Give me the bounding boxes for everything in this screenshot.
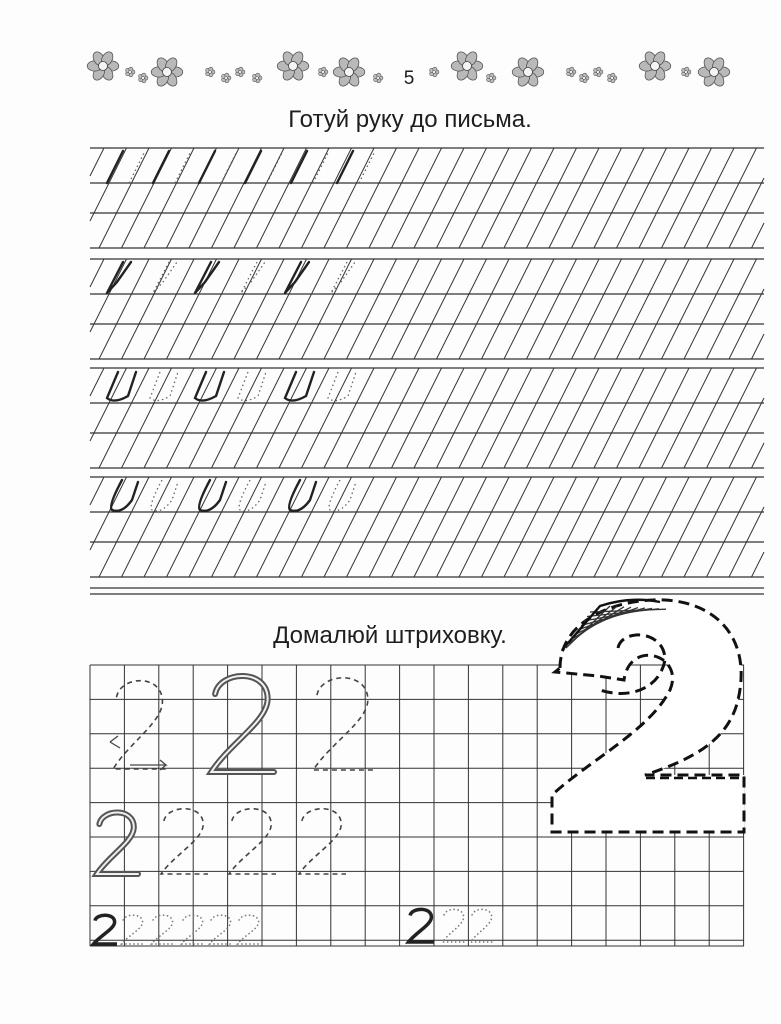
slant-line	[414, 368, 464, 468]
slant-line	[684, 259, 734, 359]
slant-line	[684, 477, 734, 577]
slant-line	[279, 148, 329, 248]
slant-line	[90, 477, 127, 550]
flower-icon	[512, 56, 544, 88]
slant-line	[99, 368, 149, 468]
flower-icon	[333, 56, 365, 88]
slant-line	[617, 148, 667, 248]
hook-stroke	[107, 262, 131, 293]
small-flower-icon	[126, 67, 135, 77]
slant-line	[639, 477, 689, 577]
dotted-small-two	[121, 915, 145, 944]
slant-line	[572, 259, 622, 359]
angle-stroke	[195, 372, 224, 401]
slant-line	[549, 148, 599, 248]
slant-line	[144, 148, 194, 248]
slant-line	[662, 368, 712, 468]
slant-line	[572, 368, 622, 468]
slant-line	[707, 148, 757, 248]
slant-line	[527, 477, 577, 577]
flower-icon	[87, 50, 119, 82]
slant-line	[662, 477, 712, 577]
slant-line	[144, 368, 194, 468]
dotted-curve-stroke	[151, 480, 178, 511]
slant-line	[437, 368, 487, 468]
small-flower-icon	[594, 67, 603, 77]
slant-line	[414, 477, 464, 577]
slant-line	[324, 148, 374, 248]
slant-line	[167, 477, 217, 577]
slant-line	[189, 368, 239, 468]
dotted-angle-stroke	[150, 372, 178, 401]
slant-line	[459, 259, 509, 359]
slant-line	[234, 148, 284, 248]
flower-icon	[451, 50, 483, 82]
slant-line	[257, 368, 307, 468]
slant-line	[617, 477, 667, 577]
slant-line	[212, 259, 262, 359]
slant-line	[122, 259, 172, 359]
slant-line	[752, 552, 765, 577]
slant-line	[684, 148, 734, 248]
slant-line	[572, 477, 622, 577]
slant-line	[90, 259, 104, 287]
stick-stroke	[199, 151, 215, 183]
solid-small-two	[93, 915, 117, 944]
ruled-block	[90, 148, 764, 248]
slant-line	[707, 477, 757, 577]
slant-line	[414, 148, 464, 248]
slant-line	[212, 477, 262, 577]
slant-line	[257, 259, 307, 359]
dotted-small-two	[470, 909, 494, 942]
dashed-two	[113, 681, 168, 769]
slant-line	[594, 477, 644, 577]
angle-stroke	[285, 372, 314, 401]
slant-line	[122, 477, 172, 577]
small-flower-icon	[206, 67, 215, 77]
slant-line	[459, 368, 509, 468]
slant-line	[212, 368, 262, 468]
dotted-small-two	[442, 909, 466, 942]
small-flower-icon	[567, 67, 576, 77]
big-digit-two-outline	[552, 600, 744, 832]
flower-icon	[151, 56, 183, 88]
slant-line	[347, 148, 397, 248]
slant-line	[302, 259, 352, 359]
angle-stroke	[107, 372, 136, 401]
slant-line	[347, 368, 397, 468]
dashed-two	[229, 809, 276, 874]
slant-line	[662, 148, 712, 248]
slant-line	[167, 259, 217, 359]
slant-line	[90, 368, 104, 396]
ruled-block	[90, 477, 764, 577]
slant-line	[257, 148, 307, 248]
stick-stroke	[107, 151, 123, 183]
slant-line	[234, 368, 284, 468]
slant-line	[572, 148, 622, 248]
slant-line	[90, 368, 127, 441]
stick-stroke	[337, 151, 353, 183]
dotted-small-two	[209, 915, 233, 944]
slant-line	[167, 368, 217, 468]
ruled-block	[90, 368, 764, 468]
small-flower-icon	[374, 73, 383, 83]
slant-line	[369, 259, 419, 359]
slant-line	[90, 477, 104, 505]
slant-line	[594, 368, 644, 468]
slant-line	[392, 259, 442, 359]
hook-stroke	[285, 262, 309, 293]
slant-line	[684, 368, 734, 468]
slant-line	[302, 477, 352, 577]
page-number: 5	[403, 68, 415, 89]
slant-line	[437, 259, 487, 359]
stick-stroke	[153, 151, 169, 183]
slant-line	[752, 223, 765, 248]
small-flower-icon	[430, 67, 439, 77]
slant-line	[279, 477, 329, 577]
slant-line	[369, 368, 419, 468]
slant-line	[257, 477, 307, 577]
slant-line	[639, 148, 689, 248]
slant-line	[549, 259, 599, 359]
slant-line	[144, 477, 194, 577]
slant-line	[482, 368, 532, 468]
slant-line	[459, 477, 509, 577]
stick-stroke	[291, 151, 307, 183]
slant-line	[324, 368, 374, 468]
slant-line	[482, 477, 532, 577]
dotted-small-two	[151, 915, 175, 944]
small-flower-icon	[139, 73, 148, 83]
ruled-block	[90, 259, 764, 359]
solid-two	[211, 676, 274, 772]
slant-line	[594, 259, 644, 359]
slant-line	[99, 148, 149, 248]
dotted-hook-stroke	[331, 262, 355, 293]
slant-line	[324, 259, 374, 359]
slant-line	[527, 148, 577, 248]
dashed-two	[161, 809, 208, 874]
dotted-stick-stroke	[313, 151, 329, 183]
small-flower-icon	[236, 67, 245, 77]
slant-line	[527, 368, 577, 468]
hatching-heading: Домалюй штриховку.	[273, 622, 507, 649]
slant-line	[752, 443, 765, 468]
small-flower-icon	[319, 67, 328, 77]
slant-line	[414, 259, 464, 359]
dotted-small-two	[237, 915, 261, 944]
slant-line	[437, 477, 487, 577]
slant-line	[369, 477, 419, 577]
slant-line	[504, 368, 554, 468]
slant-line	[549, 368, 599, 468]
slant-line	[234, 259, 284, 359]
slant-line	[302, 148, 352, 248]
dotted-hook-stroke	[153, 262, 177, 293]
slant-line	[392, 368, 442, 468]
slant-line	[437, 148, 487, 248]
slant-line	[617, 259, 667, 359]
dotted-stick-stroke	[175, 151, 191, 183]
slant-line	[639, 368, 689, 468]
slant-line	[347, 477, 397, 577]
handwriting-practice-lines	[90, 148, 764, 594]
slant-line	[279, 368, 329, 468]
slant-line	[482, 259, 532, 359]
small-flower-icon	[222, 73, 231, 83]
small-flower-icon	[682, 67, 691, 77]
small-flower-icon	[487, 73, 496, 83]
slant-line	[504, 148, 554, 248]
slant-line	[189, 477, 239, 577]
handwriting-heading: Готуй руку до письма.	[288, 106, 532, 133]
slant-line	[707, 368, 757, 468]
solid-small-two	[409, 909, 434, 942]
slant-line	[527, 259, 577, 359]
slant-line	[279, 259, 329, 359]
small-flower-icon	[580, 73, 589, 83]
flower-icon	[698, 56, 730, 88]
handwriting-sample-strokes	[107, 151, 375, 511]
flower-icon	[639, 50, 671, 82]
slant-line	[752, 334, 765, 359]
slant-line	[369, 148, 419, 248]
dotted-hook-stroke	[241, 262, 265, 293]
slant-line	[662, 259, 712, 359]
slant-line	[707, 259, 757, 359]
slant-line	[347, 259, 397, 359]
slant-line	[90, 148, 127, 221]
slant-line	[549, 477, 599, 577]
dotted-stick-stroke	[359, 151, 375, 183]
flower-icon	[277, 50, 309, 82]
small-flower-icon	[608, 73, 617, 83]
slant-line	[639, 259, 689, 359]
slant-line	[392, 477, 442, 577]
arrow-icon	[110, 736, 120, 748]
slant-line	[594, 148, 644, 248]
small-flower-icon	[253, 73, 262, 83]
slant-line	[482, 148, 532, 248]
dotted-stick-stroke	[129, 151, 145, 183]
slant-line	[392, 148, 442, 248]
slant-line	[504, 477, 554, 577]
hook-stroke	[195, 262, 219, 293]
slant-line	[504, 259, 554, 359]
slant-line	[324, 477, 374, 577]
slant-line	[189, 259, 239, 359]
slant-line	[617, 368, 667, 468]
slant-line	[302, 368, 352, 468]
dashed-two	[299, 809, 346, 874]
slant-line	[99, 477, 149, 577]
slant-line	[90, 148, 104, 176]
slant-line	[122, 368, 172, 468]
slant-line	[459, 148, 509, 248]
slant-line	[90, 259, 127, 332]
stick-stroke	[245, 151, 261, 183]
slant-line	[234, 477, 284, 577]
